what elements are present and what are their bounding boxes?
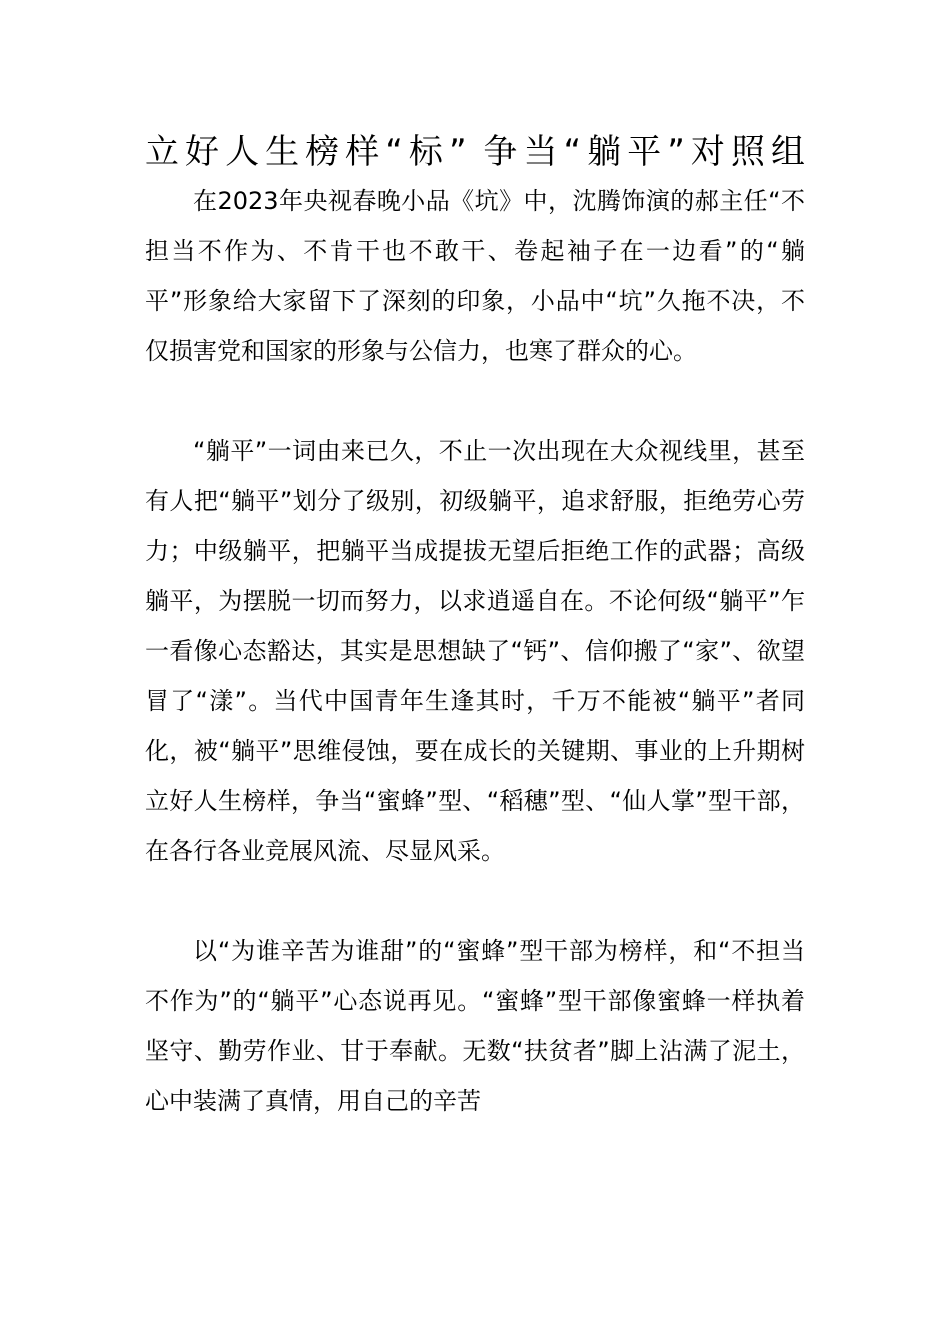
document-body [145,176,805,1176]
paragraph: 在2023年央视春晚小品《坑》中，沈腾饰演的郝主任“不担当不作为、不肯干也不敢干、卷起袖子在一边看”的“躺平”形象给大家留下了深刻的印象，小品中“坑”久拖不决，不仅损害党和国家的形象与公信力，也寒了群众的心。 [145,187,805,365]
paragraph: “躺平”一词由来已久，不止一次出现在大众视线里，甚至有人把“躺平”划分了级别，初级躺平，追求舒服，拒绝劳心劳力；中级躺平，把躺平当成提拔无望后拒绝工作的武器；高级躺平，为摆脱一切而努力，以求逍遥自在。不论何级“躺平”乍一看像心态豁达，其实是思想缺了“钙”、信仰搬了“家”、欲望冒了“漾”。当代中国青年生逢其时，千万不能被“躺平”者同化，被“躺平”思维侵蚀，要在成长的关键期、事业的上升期树立好人生榜样，争当“蜜蜂”型、“稻穗”型、“仙人掌”型干部，在各行各业竞展风流、尽显风采。 [145,437,805,865]
document-title: 立好人生榜样“标” 争当“躺平”对照组 [145,132,805,172]
paragraph: 以“为谁辛苦为谁甜”的“蜜蜂”型干部为榜样，和“不担当不作为”的“躺平”心态说再见。“蜜蜂”型干部像蜜蜂一样执着坚守、勤劳作业、甘于奉献。无数“扶贫者”脚上沾满了泥土，心中装满了真情，用自己的辛苦 [145,937,805,1115]
